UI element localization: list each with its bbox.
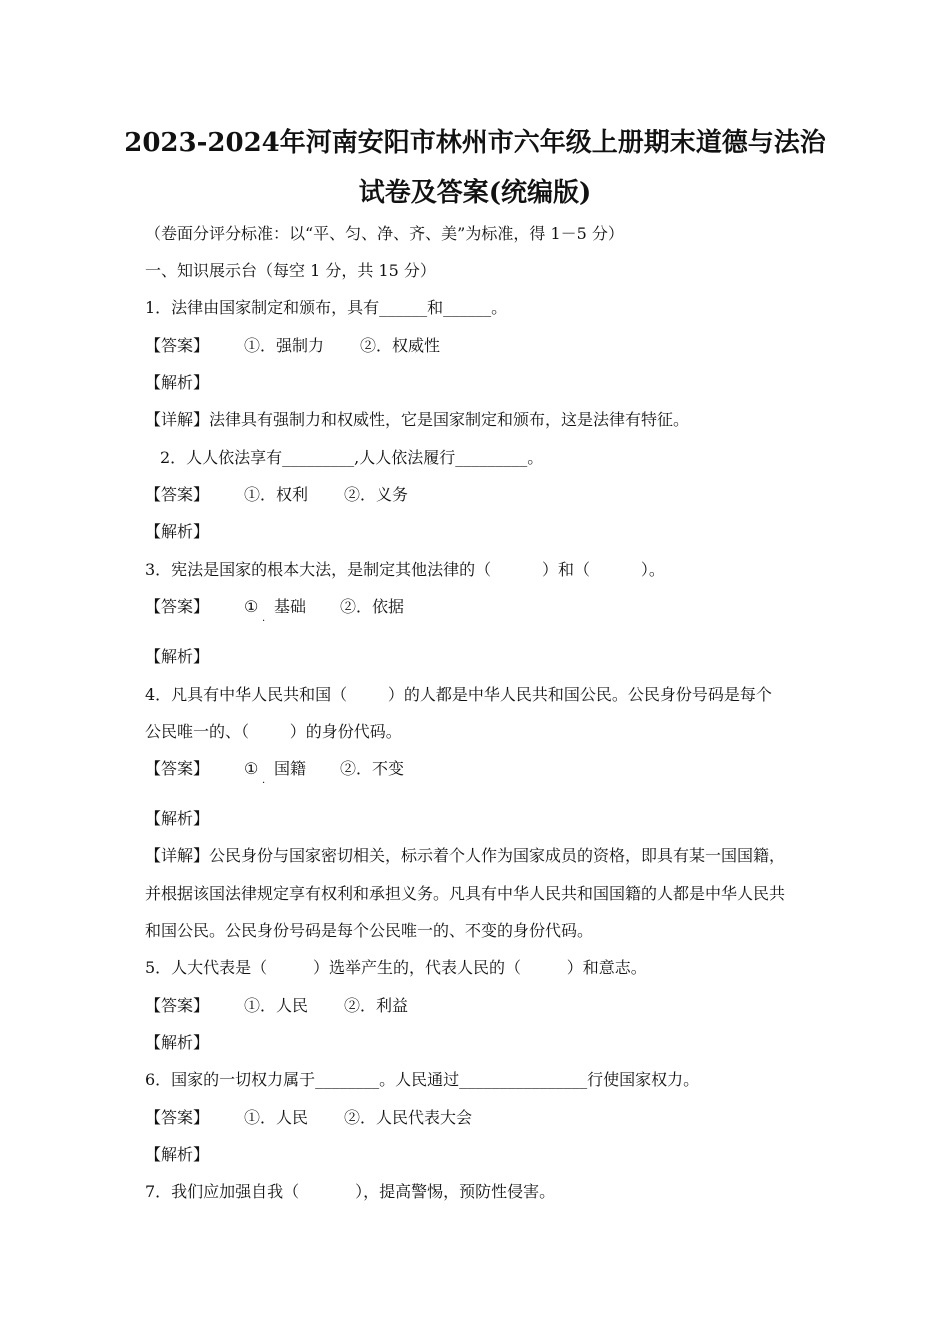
question-2: 2．人人依法享有_________,人人依法履行_________。 — [160, 448, 544, 467]
analysis-label: 【解析】 — [145, 809, 210, 828]
question-5: 5．人大代表是（ ）选举产生的，代表人民的（ ）和意志。 — [145, 958, 647, 977]
grading-note: （卷面分评分标准：以“平、匀、净、齐、美”为标准，得 1－5 分） — [145, 224, 624, 243]
answer-2-item-1: ①．权利 — [244, 485, 309, 504]
punctuation-dot: · — [262, 616, 266, 627]
answer-3-item-2: ②．依据 — [340, 597, 405, 616]
answer-label: 【答案】 — [145, 336, 210, 355]
answer-label: 【答案】 — [145, 485, 210, 504]
detail-4-line3: 和国公民。公民身份号码是每个公民唯一的、不变的身份代码。 — [145, 921, 594, 940]
section-heading: 一、知识展示台（每空 1 分，共 15 分） — [145, 261, 436, 280]
analysis-label: 【解析】 — [145, 373, 210, 392]
question-4-line1: 4．凡具有中华人民共和国（ ）的人都是中华人民共和国公民。公民身份号码是每个 — [145, 685, 772, 704]
answer-4-item-2: ②．不变 — [340, 759, 405, 778]
answer-6-item-2: ②．人民代表大会 — [344, 1108, 473, 1127]
answer-1-item-1: ①．强制力 — [244, 336, 325, 355]
question-7: 7．我们应加强自我（ ），提高警惕，预防性侵害。 — [145, 1182, 556, 1201]
answer-label: 【答案】 — [145, 597, 210, 616]
answer-1-item-2: ②．权威性 — [360, 336, 441, 355]
answer-5-item-2: ②．利益 — [344, 996, 409, 1015]
analysis-label: 【解析】 — [145, 647, 210, 666]
answer-label: 【答案】 — [145, 1108, 210, 1127]
answer-5-item-1: ①．人民 — [244, 996, 309, 1015]
answer-label: 【答案】 — [145, 759, 210, 778]
analysis-label: 【解析】 — [145, 522, 210, 541]
answer-label: 【答案】 — [145, 996, 210, 1015]
answer-3-item-1: 基础 — [274, 597, 307, 616]
detail-4-line1: 【详解】公民身份与国家密切相关，标示着个人作为国家成员的资格，即具有某一国国籍， — [145, 846, 786, 865]
answer-4-item-1: 国籍 — [274, 759, 307, 778]
question-4-line2: 公民唯一的、（ ）的身份代码。 — [145, 722, 402, 741]
question-3: 3．宪法是国家的根本大法，是制定其他法律的（ ）和（ ）。 — [145, 560, 665, 579]
detail-4-line2: 并根据该国法律规定享有权利和承担义务。凡具有中华人民共和国国籍的人都是中华人民共 — [145, 884, 786, 903]
document-title-line2: 试卷及答案(统编版) — [358, 178, 592, 208]
detail-1: 【详解】法律具有强制力和权威性，它是国家制定和颁布，这是法律有特征。 — [145, 410, 690, 429]
analysis-label: 【解析】 — [145, 1145, 210, 1164]
answer-4-item-1-marker: ① — [244, 759, 259, 778]
question-6: 6．国家的一切权力属于________。人民通过________________行使国家权力。 — [145, 1070, 700, 1089]
document-title-line1: 2023-2024年河南安阳市林州市六年级上册期末道德与法治 — [124, 128, 826, 158]
punctuation-dot: · — [262, 778, 266, 789]
analysis-label: 【解析】 — [145, 1033, 210, 1052]
answer-6-item-1: ①．人民 — [244, 1108, 309, 1127]
question-1: 1．法律由国家制定和颁布，具有______和______。 — [145, 298, 508, 317]
answer-2-item-2: ②．义务 — [344, 485, 409, 504]
answer-3-item-1-marker: ① — [244, 597, 259, 616]
